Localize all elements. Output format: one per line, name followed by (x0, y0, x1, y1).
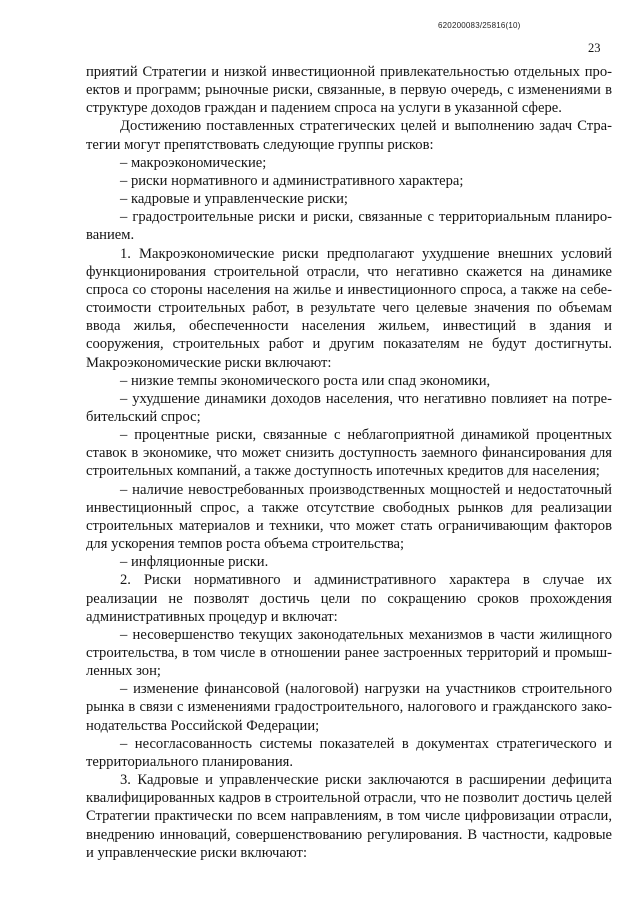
list-item-low-growth: – низкие темпы экономического роста или спад экономики, (120, 372, 491, 389)
list-item-interest-risks: – процентные риски, связанные с неблагоприятной динамикой процентных ставок в экономике, что может снизить доступность заемного финансирования для строительных компаний, а также доступность ипотечных кредитов для населения; (86, 427, 612, 480)
paragraph-2: Достижению поставленных стратегических целей и выполнению задач Стратегии могут препятствовать следующие группы рисков: (86, 118, 612, 153)
list-item-indicators: – несогласованность системы показателей в документах стратегического и территориального планирования. (86, 735, 612, 770)
page-number: 23 (588, 41, 601, 55)
list-item-urban-planning: – градостроительные риски и риски, связанные с территориальным планированием. (86, 209, 612, 244)
list-item-unused-capacity: – наличие невостребованных производственных мощностей и недостаточный инвестиционный спрос, а также отсутствие свободных рынков для реализации строительных материалов и техники, что может стать ограничивающим факторов для ускорения темпов роста объема строительства; (86, 481, 612, 553)
list-item-tax-burden: – изменение финансовой (налоговой) нагрузки на участников строительного рынка в связи с изменениями градостроительного, налогового и гражданского законодательства Российской Федерации; (86, 681, 612, 734)
list-item-macroeconomic: – макроэкономические; (120, 154, 267, 171)
document-id: 620200083/25816(10) (438, 21, 521, 30)
paragraph-1: приятий Стратегии и низкой инвестиционной привлекательностью отдельных проектов и программ; рыночные риски, связанные, в первую очередь, с изменениями в структуре доходов граждан и падением спроса на услуги в указанной сфере. (86, 64, 612, 117)
list-item-income-dynamics: – ухудшение динамики доходов населения, что негативно повлияет на потребительский спрос; (86, 390, 612, 425)
list-item-inflation: – инфляционные риски. (120, 554, 269, 571)
list-item-legislation: – несовершенство текущих законодательных механизмов в части жилищного строительства, в том числе в отношении ранее застроенных территорий и промышленных зон; (86, 626, 612, 680)
paragraph-macroeconomic-risks: 1. Макроэкономические риски предполагают ухудшение внешних условий функционирования строительной отрасли, что негативно скажется на динамике спроса со стороны населения на жилье и инвестиционного спроса, а также на себестоимости строительных работ, в результате чего целевые значения по объемам ввода жилья, обеспеченности населения жильем, инвестиций в здания и сооружения, строительных работ и другим показателям не будут достигнуты. Макроэкономические риски включают: (86, 245, 612, 371)
page-body (86, 63, 612, 862)
paragraph-personnel-risks: 3. Кадровые и управленческие риски заключаются в расширении дефицита квалифицированных кадров в строительной отрасли, что не позволит достичь целей Стратегии практически по всем направлениям, в том числе цифровизации отрасли, внедрению инноваций, совершенствованию регулирования. В частности, кадровые и управленческие риски включают: (86, 772, 612, 861)
list-item-regulatory: – риски нормативного и административного характера; (120, 172, 464, 189)
paragraph-regulatory-risks: 2. Риски нормативного и административного характера в случае их реализации не позволят достичь цели по сокращению сроков прохождения административных процедур и включат: (86, 572, 612, 625)
list-item-personnel: – кадровые и управленческие риски; (120, 191, 348, 208)
